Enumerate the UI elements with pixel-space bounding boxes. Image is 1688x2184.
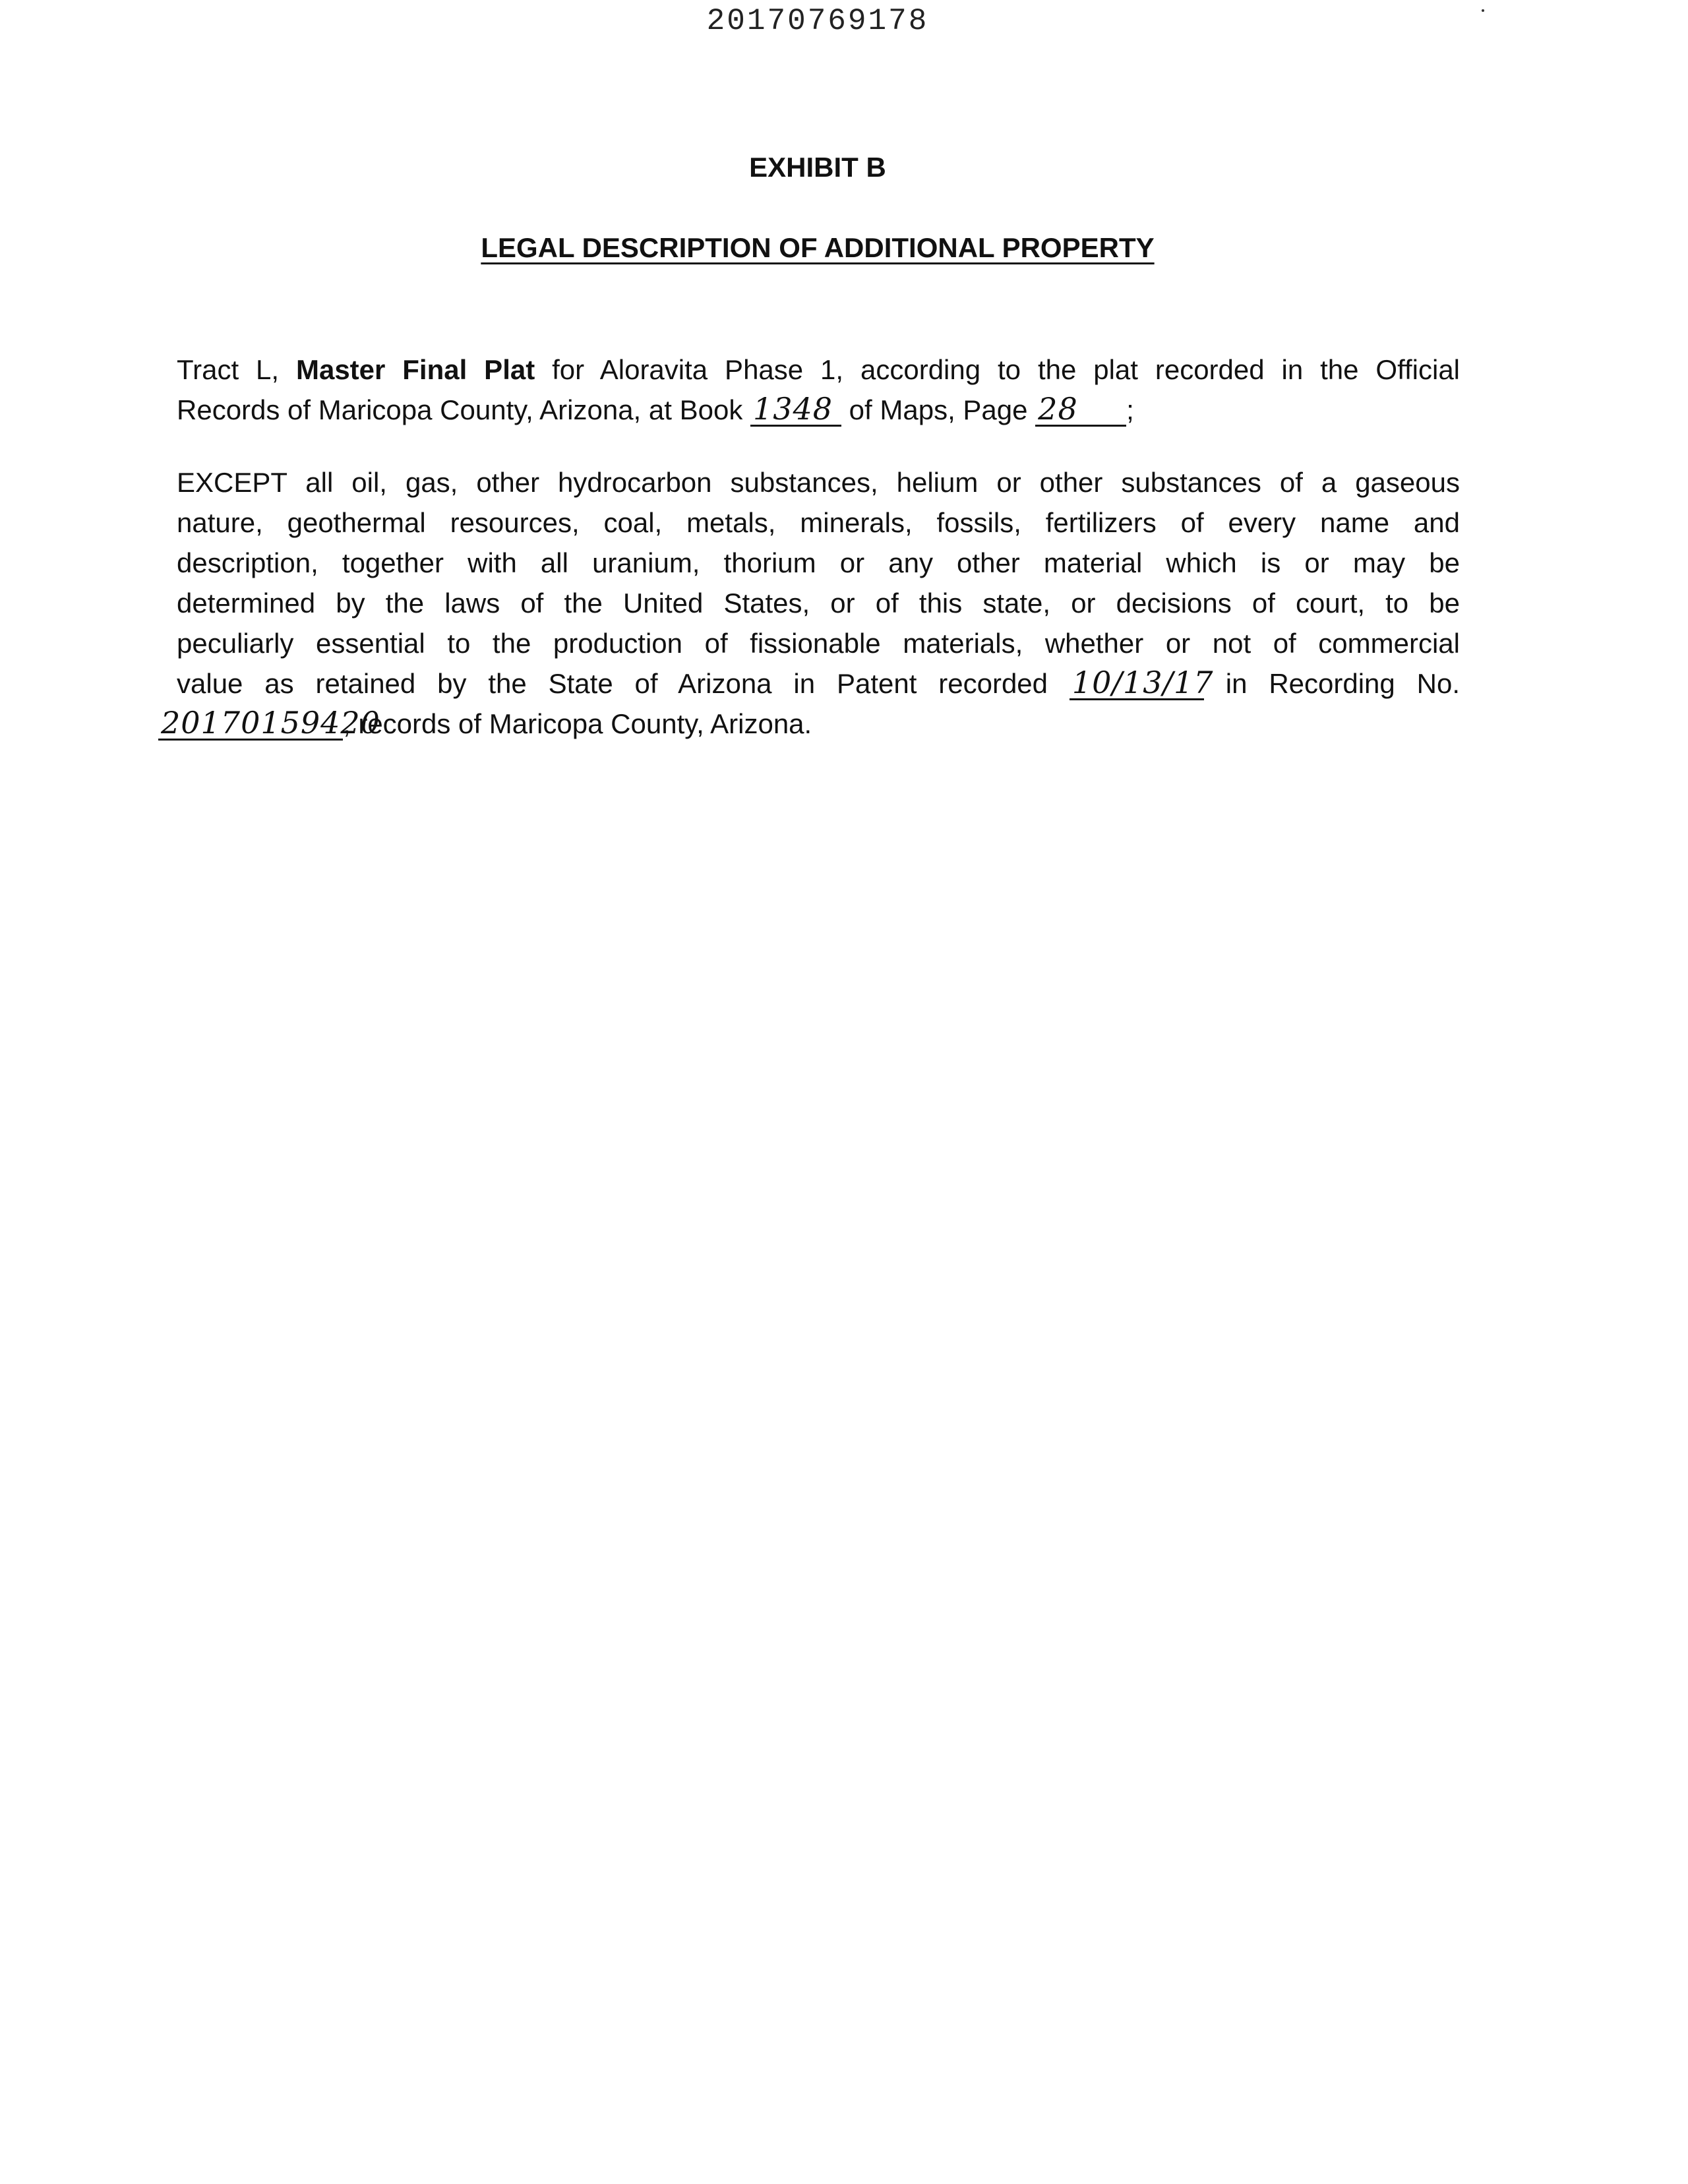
- paragraph-line: [177, 349, 1460, 390]
- records-county-text: , records of Maricopa County, Arizona.: [343, 708, 812, 739]
- paragraph-line: [177, 390, 1460, 430]
- patent-date-handwritten: 10/13/17: [1070, 667, 1204, 700]
- recording-label: in Recording No.: [1225, 668, 1461, 699]
- paragraph-line: peculiarly essential to the production of fissionable materials, whether or not of commercial: [177, 628, 1460, 659]
- paragraph-line: determined by the laws of the United States, or of this state, or decisions of court, to be: [177, 588, 1460, 619]
- paragraph-line: description, together with all uranium, thorium or any other material which is or may be: [177, 547, 1460, 578]
- plat-name: Master Final Plat: [295, 354, 535, 385]
- book-number-handwritten: 1348: [750, 393, 841, 427]
- paragraph-line: [177, 663, 1460, 704]
- exhibit-title: EXHIBIT B: [749, 152, 886, 183]
- paragraph-line: EXCEPT all oil, gas, other hydrocarbon substances, helium or other substances of a gaseous: [177, 467, 1460, 498]
- document-number: 20170769178: [706, 4, 929, 38]
- paragraph-line: nature, geothermal resources, coal, metals, minerals, fossils, fertilizers of every name and: [177, 507, 1460, 538]
- maps-text: of Maps, Page: [849, 394, 1028, 425]
- tract-text: Tract L,: [177, 354, 280, 385]
- patent-text: value as retained by the State of Arizona in Patent recorded: [177, 668, 1048, 699]
- records-text: Records of Maricopa County, Arizona, at Book: [177, 394, 743, 425]
- exception-paragraph: [161, 462, 1461, 744]
- exhibit-subtitle: LEGAL DESCRIPTION OF ADDITIONAL PROPERTY: [481, 232, 1155, 263]
- page-number-handwritten: 28: [1035, 393, 1126, 427]
- recording-number-handwritten: 20170159420: [158, 707, 343, 741]
- paragraph-line: [161, 704, 1460, 744]
- plat-description-text: for Aloravita Phase 1, according to the plat recorded in the Official: [552, 354, 1461, 385]
- semicolon: ;: [1126, 394, 1134, 425]
- scan-speck: [1482, 9, 1484, 12]
- legal-description-paragraph: [177, 349, 1460, 430]
